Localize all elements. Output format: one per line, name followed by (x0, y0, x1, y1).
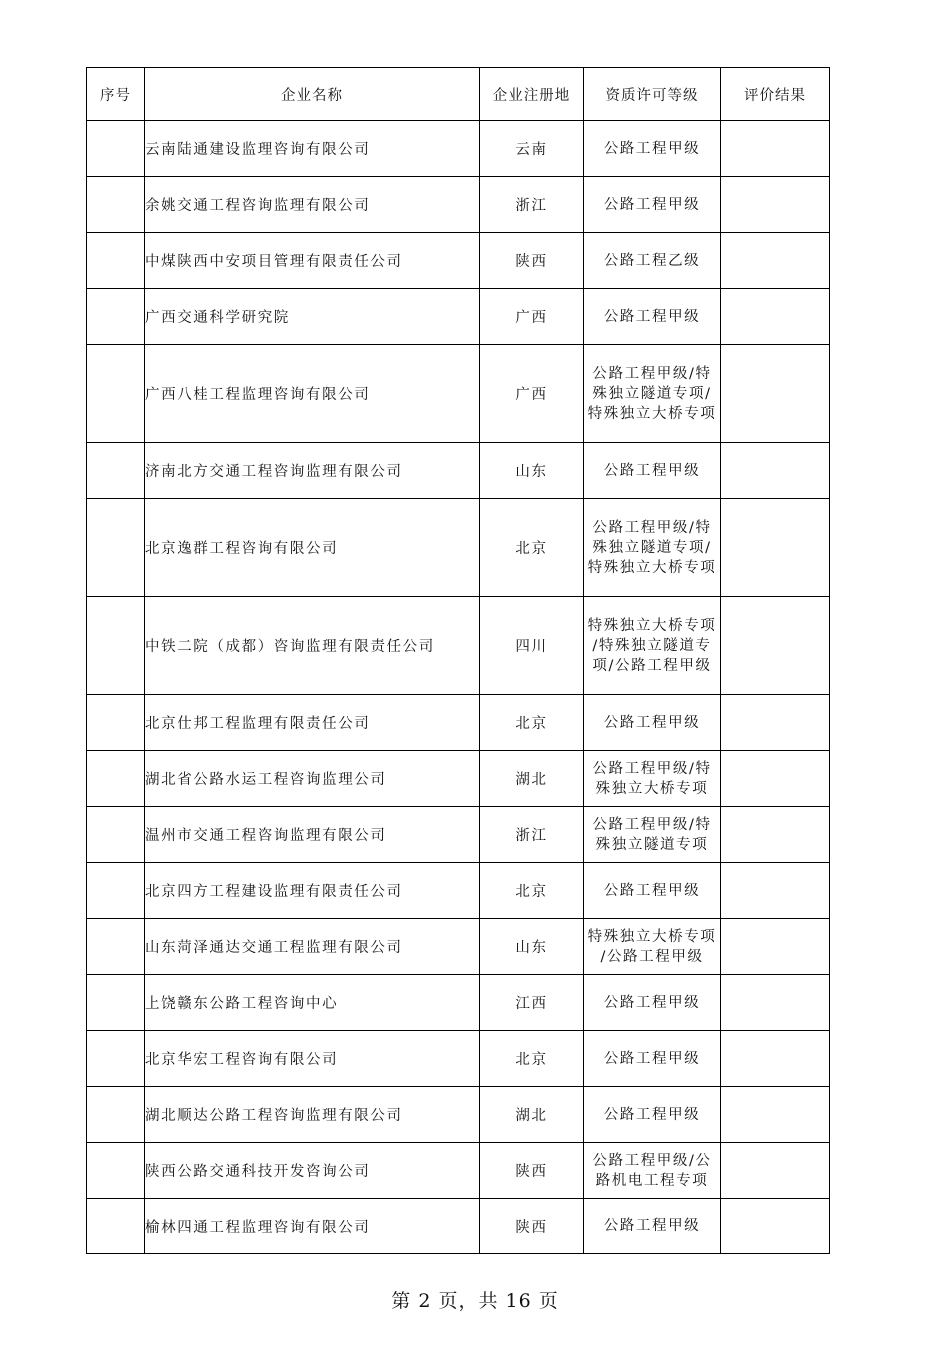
table-row (87, 695, 830, 751)
row-region: 湖北 (480, 1087, 584, 1143)
row-seq-cell (87, 751, 145, 807)
table-body (87, 121, 830, 1254)
header-seq: 序号 (87, 68, 145, 121)
header-result: 评价结果 (721, 68, 830, 121)
row-qualification: 公路工程甲级 (584, 1031, 721, 1087)
row-result-cell (721, 233, 830, 289)
row-seq-cell (87, 1143, 145, 1199)
row-qualification: 公路工程甲级 (584, 121, 721, 177)
row-company-name: 广西八桂工程监理咨询有限公司 (145, 345, 480, 443)
row-result-cell (721, 807, 830, 863)
row-qualification: 公路工程乙级 (584, 233, 721, 289)
row-seq-cell (87, 499, 145, 597)
row-result-cell (721, 177, 830, 233)
row-region: 北京 (480, 499, 584, 597)
row-seq-cell (87, 177, 145, 233)
row-qualification: 公路工程甲级 (584, 863, 721, 919)
row-qualification: 公路工程甲级 (584, 1087, 721, 1143)
header-region: 企业注册地 (480, 68, 584, 121)
table-row (87, 1031, 830, 1087)
row-region: 北京 (480, 695, 584, 751)
row-region: 浙江 (480, 807, 584, 863)
row-result-cell (721, 695, 830, 751)
table-row (87, 919, 830, 975)
table-row (87, 1199, 830, 1254)
row-result-cell (721, 1143, 830, 1199)
row-result-cell (721, 1087, 830, 1143)
row-region: 山东 (480, 919, 584, 975)
row-seq-cell (87, 807, 145, 863)
row-qualification: 公路工程甲级 (584, 177, 721, 233)
row-result-cell (721, 499, 830, 597)
row-company-name: 上饶赣东公路工程咨询中心 (145, 975, 480, 1031)
row-result-cell (721, 121, 830, 177)
row-seq-cell (87, 597, 145, 695)
row-result-cell (721, 1199, 830, 1254)
row-qualification: 公路工程甲级/特 殊独立隧道专项 (584, 807, 721, 863)
row-seq-cell (87, 863, 145, 919)
row-result-cell (721, 863, 830, 919)
row-seq-cell (87, 443, 145, 499)
row-qualification: 公路工程甲级/特 殊独立隧道专项/ 特殊独立大桥专项 (584, 345, 721, 443)
table-row (87, 807, 830, 863)
table-row (87, 1087, 830, 1143)
table-row (87, 751, 830, 807)
row-company-name: 榆林四通工程监理咨询有限公司 (145, 1199, 480, 1254)
row-seq-cell (87, 121, 145, 177)
row-seq-cell (87, 975, 145, 1031)
row-seq-cell (87, 289, 145, 345)
table-row (87, 345, 830, 443)
row-company-name: 余姚交通工程咨询监理有限公司 (145, 177, 480, 233)
row-region: 四川 (480, 597, 584, 695)
row-region: 广西 (480, 345, 584, 443)
row-qualification: 特殊独立大桥专项 /公路工程甲级 (584, 919, 721, 975)
row-seq-cell (87, 1087, 145, 1143)
row-qualification: 公路工程甲级 (584, 695, 721, 751)
table-row (87, 233, 830, 289)
row-result-cell (721, 345, 830, 443)
row-result-cell (721, 1031, 830, 1087)
row-qualification: 公路工程甲级/特 殊独立大桥专项 (584, 751, 721, 807)
table-row (87, 863, 830, 919)
row-qualification: 公路工程甲级 (584, 975, 721, 1031)
row-region: 云南 (480, 121, 584, 177)
row-qualification: 公路工程甲级/公 路机电工程专项 (584, 1143, 721, 1199)
row-region: 山东 (480, 443, 584, 499)
table-row (87, 121, 830, 177)
row-region: 广西 (480, 289, 584, 345)
row-qualification: 公路工程甲级 (584, 289, 721, 345)
row-seq-cell (87, 233, 145, 289)
enterprise-table (86, 67, 830, 1254)
row-seq-cell (87, 1199, 145, 1254)
row-company-name: 北京华宏工程咨询有限公司 (145, 1031, 480, 1087)
row-result-cell (721, 289, 830, 345)
row-company-name: 北京仕邦工程监理有限责任公司 (145, 695, 480, 751)
row-qualification: 特殊独立大桥专项 /特殊独立隧道专 项/公路工程甲级 (584, 597, 721, 695)
row-company-name: 陕西公路交通科技开发咨询公司 (145, 1143, 480, 1199)
row-result-cell (721, 597, 830, 695)
table-row (87, 177, 830, 233)
row-company-name: 北京逸群工程咨询有限公司 (145, 499, 480, 597)
table-row (87, 975, 830, 1031)
row-region: 浙江 (480, 177, 584, 233)
row-company-name: 中煤陕西中安项目管理有限责任公司 (145, 233, 480, 289)
table-row (87, 597, 830, 695)
row-region: 陕西 (480, 1199, 584, 1254)
header-name: 企业名称 (145, 68, 480, 121)
table-row (87, 1143, 830, 1199)
row-company-name: 北京四方工程建设监理有限责任公司 (145, 863, 480, 919)
row-region: 江西 (480, 975, 584, 1031)
row-region: 陕西 (480, 233, 584, 289)
header-qualification: 资质许可等级 (584, 68, 721, 121)
row-company-name: 湖北顺达公路工程咨询监理有限公司 (145, 1087, 480, 1143)
table-row (87, 289, 830, 345)
row-region: 北京 (480, 863, 584, 919)
row-company-name: 济南北方交通工程咨询监理有限公司 (145, 443, 480, 499)
row-seq-cell (87, 345, 145, 443)
row-result-cell (721, 751, 830, 807)
row-region: 陕西 (480, 1143, 584, 1199)
row-seq-cell (87, 695, 145, 751)
row-region: 北京 (480, 1031, 584, 1087)
row-company-name: 广西交通科学研究院 (145, 289, 480, 345)
row-company-name: 中铁二院（成都）咨询监理有限责任公司 (145, 597, 480, 695)
row-qualification: 公路工程甲级/特 殊独立隧道专项/ 特殊独立大桥专项 (584, 499, 721, 597)
row-qualification: 公路工程甲级 (584, 443, 721, 499)
row-company-name: 云南陆通建设监理咨询有限公司 (145, 121, 480, 177)
row-company-name: 湖北省公路水运工程咨询监理公司 (145, 751, 480, 807)
row-seq-cell (87, 1031, 145, 1087)
row-result-cell (721, 443, 830, 499)
table-row (87, 499, 830, 597)
row-qualification: 公路工程甲级 (584, 1199, 721, 1254)
row-seq-cell (87, 919, 145, 975)
row-region: 湖北 (480, 751, 584, 807)
row-company-name: 温州市交通工程咨询监理有限公司 (145, 807, 480, 863)
table-header-row (87, 68, 830, 121)
page-footer: 第 2 页，共 16 页 (391, 1290, 559, 1312)
row-result-cell (721, 975, 830, 1031)
row-result-cell (721, 919, 830, 975)
table-row (87, 443, 830, 499)
row-company-name: 山东菏泽通达交通工程监理有限公司 (145, 919, 480, 975)
